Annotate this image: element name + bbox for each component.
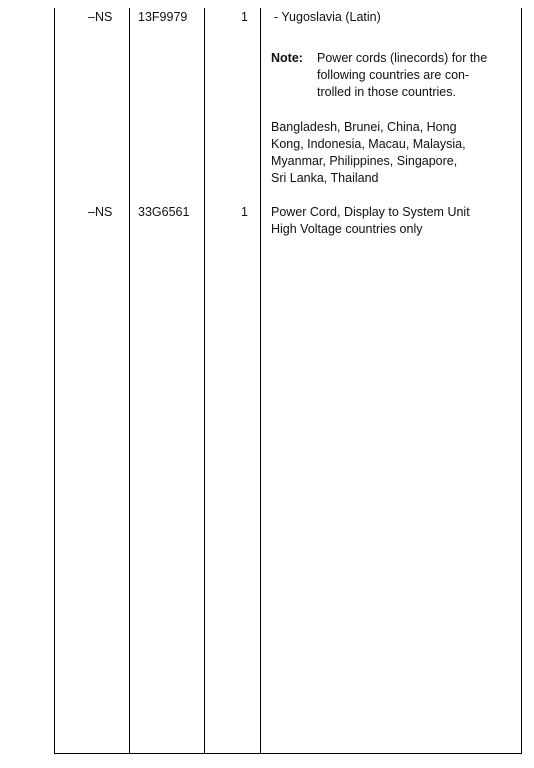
note-text	[317, 50, 487, 101]
column-divider-3	[260, 8, 261, 754]
column-divider-2	[204, 8, 205, 754]
row-1-asm-index: –NS	[88, 10, 113, 24]
row-2-description	[271, 204, 470, 238]
countries-line-4: Sri Lanka, Thailand	[271, 171, 379, 185]
row-2-units: 1	[241, 205, 248, 219]
countries-list	[271, 119, 466, 187]
countries-line-2: Kong, Indonesia, Macau, Malaysia,	[271, 137, 466, 151]
row-2-asm-index: –NS	[88, 205, 113, 219]
row-1-units: 1	[241, 10, 248, 24]
countries-line-3: Myanmar, Philippines, Singapore,	[271, 154, 458, 168]
note-line-3: trolled in those countries.	[317, 85, 456, 99]
table-border-right	[521, 8, 522, 754]
note-line-2: following countries are con-	[317, 68, 470, 82]
note-line-1: Power cords (linecords) for the	[317, 51, 488, 65]
row-1-description: - Yugoslavia (Latin)	[274, 10, 381, 24]
row-2-part-number: 33G6561	[138, 205, 190, 219]
row-2-description-line-1: Power Cord, Display to System Unit	[271, 205, 470, 219]
row-1-part-number: 13F9979	[138, 10, 188, 24]
note-label: Note:	[271, 51, 303, 65]
countries-line-1: Bangladesh, Brunei, China, Hong	[271, 120, 457, 134]
table-border-bottom	[54, 753, 522, 754]
column-divider-1	[129, 8, 130, 754]
row-2-description-line-2: High Voltage countries only	[271, 222, 423, 236]
table-border-left	[54, 8, 55, 754]
